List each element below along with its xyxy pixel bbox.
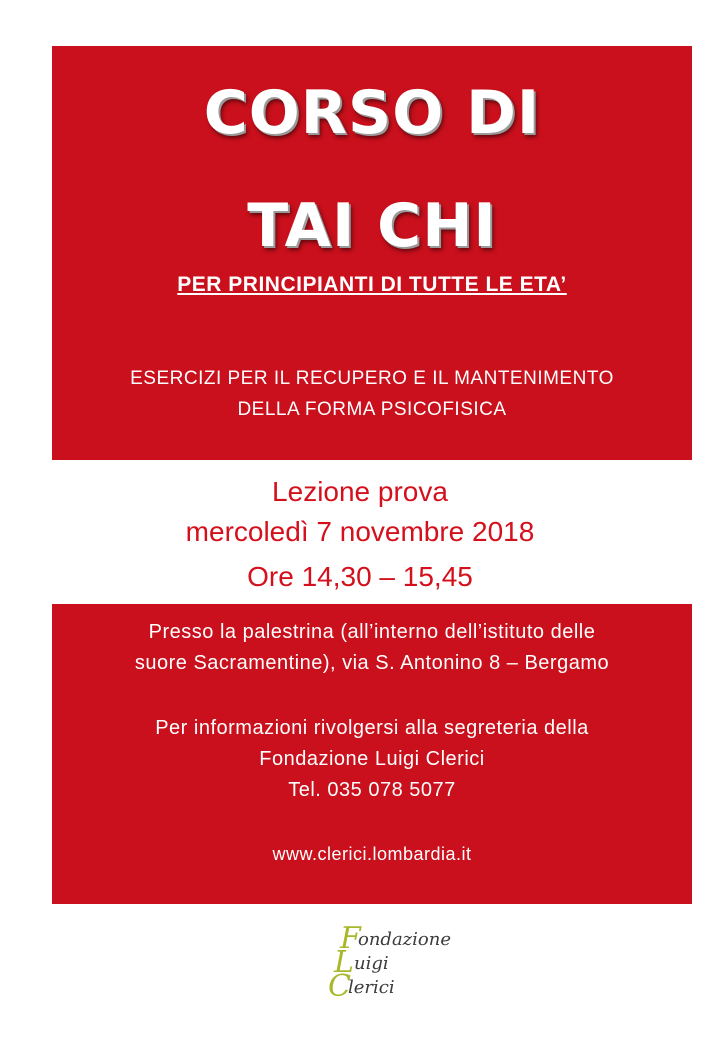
- description-line-2: DELLA FORMA PSICOFISICA: [237, 399, 507, 420]
- trial-lesson-label: Lezione prova: [272, 476, 448, 507]
- website-link[interactable]: www.clerici.lombardia.it: [272, 844, 472, 864]
- foundation-logo: [326, 922, 466, 1002]
- logo-letter-c: C: [328, 969, 351, 1004]
- logo-word-2: uigi: [354, 953, 389, 974]
- phone-number: Tel. 035 078 5077: [288, 779, 456, 801]
- subtitle: PER PRINCIPIANTI DI TUTTE LE ETA’: [177, 273, 567, 296]
- contact-line-2: Fondazione Luigi Clerici: [259, 748, 485, 770]
- contact-line-1: Per informazioni rivolgersi alla segreteria della: [155, 717, 589, 739]
- location-line-1: Presso la palestrina (all’interno dell’istituto delle: [148, 621, 596, 643]
- trial-lesson-date: mercoledì 7 novembre 2018: [185, 516, 535, 547]
- page-title-line-2: TAI CHI: [247, 191, 497, 261]
- description-line-1: ESERCIZI PER IL RECUPERO E IL MANTENIMENTO: [130, 368, 614, 389]
- title-banner: [52, 46, 692, 460]
- location-line-2: suore Sacramentine), via S. Antonino 8 – Bergamo: [134, 652, 610, 674]
- logo-letter-l: L: [334, 945, 354, 980]
- logo-word-1: ondazione: [358, 929, 452, 950]
- info-banner: [52, 604, 692, 904]
- logo-letter-f: F: [340, 921, 361, 956]
- logo-word-3: lerici: [348, 977, 395, 998]
- trial-lesson-time: Ore 14,30 – 15,45: [247, 561, 473, 592]
- page-title-line-1: CORSO DI: [203, 78, 541, 148]
